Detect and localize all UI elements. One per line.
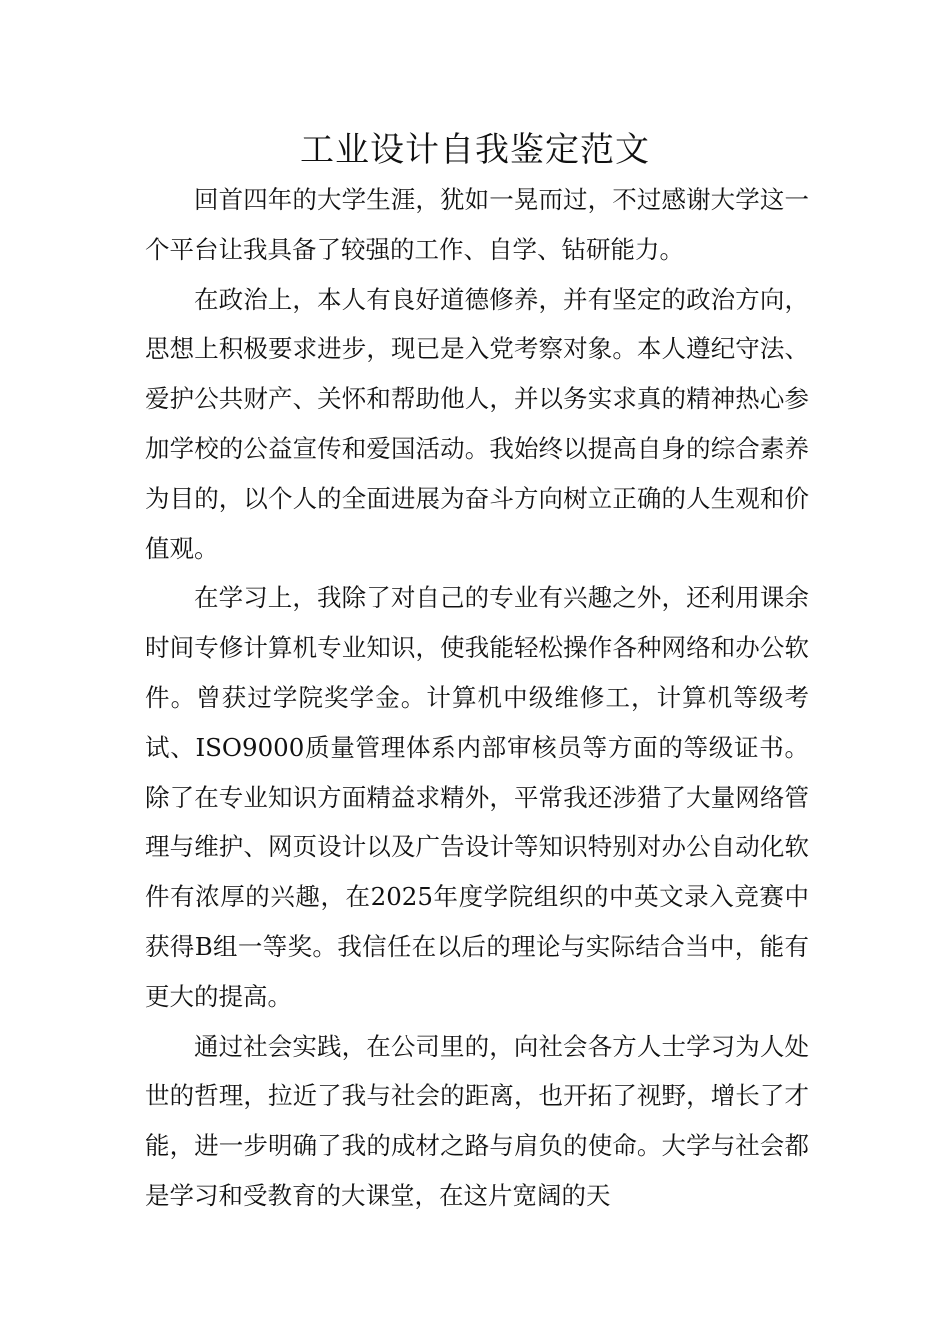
document-body — [145, 175, 809, 1221]
paragraph-politics: 在政治上，本人有良好道德修养，并有坚定的政治方向，思想上积极要求进步，现已是入党考察对象。本人遵纪守法、爱护公共财产、关怀和帮助他人，并以务实求真的精神热心参加学校的公益宣传和爱国活动。我始终以提高自身的综合素养为目的，以个人的全面进展为奋斗方向树立正确的人生观和价值观。 — [145, 284, 809, 563]
paragraph-intro: 回首四年的大学生涯，犹如一晃而过，不过感谢大学这一个平台让我具备了较强的工作、自学、钻研能力。 — [145, 185, 809, 264]
paragraph-social-practice: 通过社会实践，在公司里的，向社会各方人士学习为人处世的哲理，拉近了我与社会的距离，也开拓了视野，增长了才能，进一步明确了我的成材之路与肩负的使命。大学与社会都是学习和受教育的大课堂，在这片宽阔的天 — [145, 1031, 809, 1210]
paragraph-study: 在学习上，我除了对自己的专业有兴趣之外，还利用课余时间专修计算机专业知识，使我能轻松操作各种网络和办公软件。曾获过学院奖学金。计算机中级维修工，计算机等级考试、ISO9000质量管理体系内部审核员等方面的等级证书。除了在专业知识方面精益求精外，平常我还涉猎了大量网络管理与维护、网页设计以及广告设计等知识特别对办公自动化软件有浓厚的兴趣，在2025年度学院组织的中英文录入竞赛中获得B组一等奖。我信任在以后的理论与实际结合当中，能有更大的提高。 — [145, 583, 809, 1011]
document-title: 工业设计自我鉴定范文 — [300, 130, 650, 170]
